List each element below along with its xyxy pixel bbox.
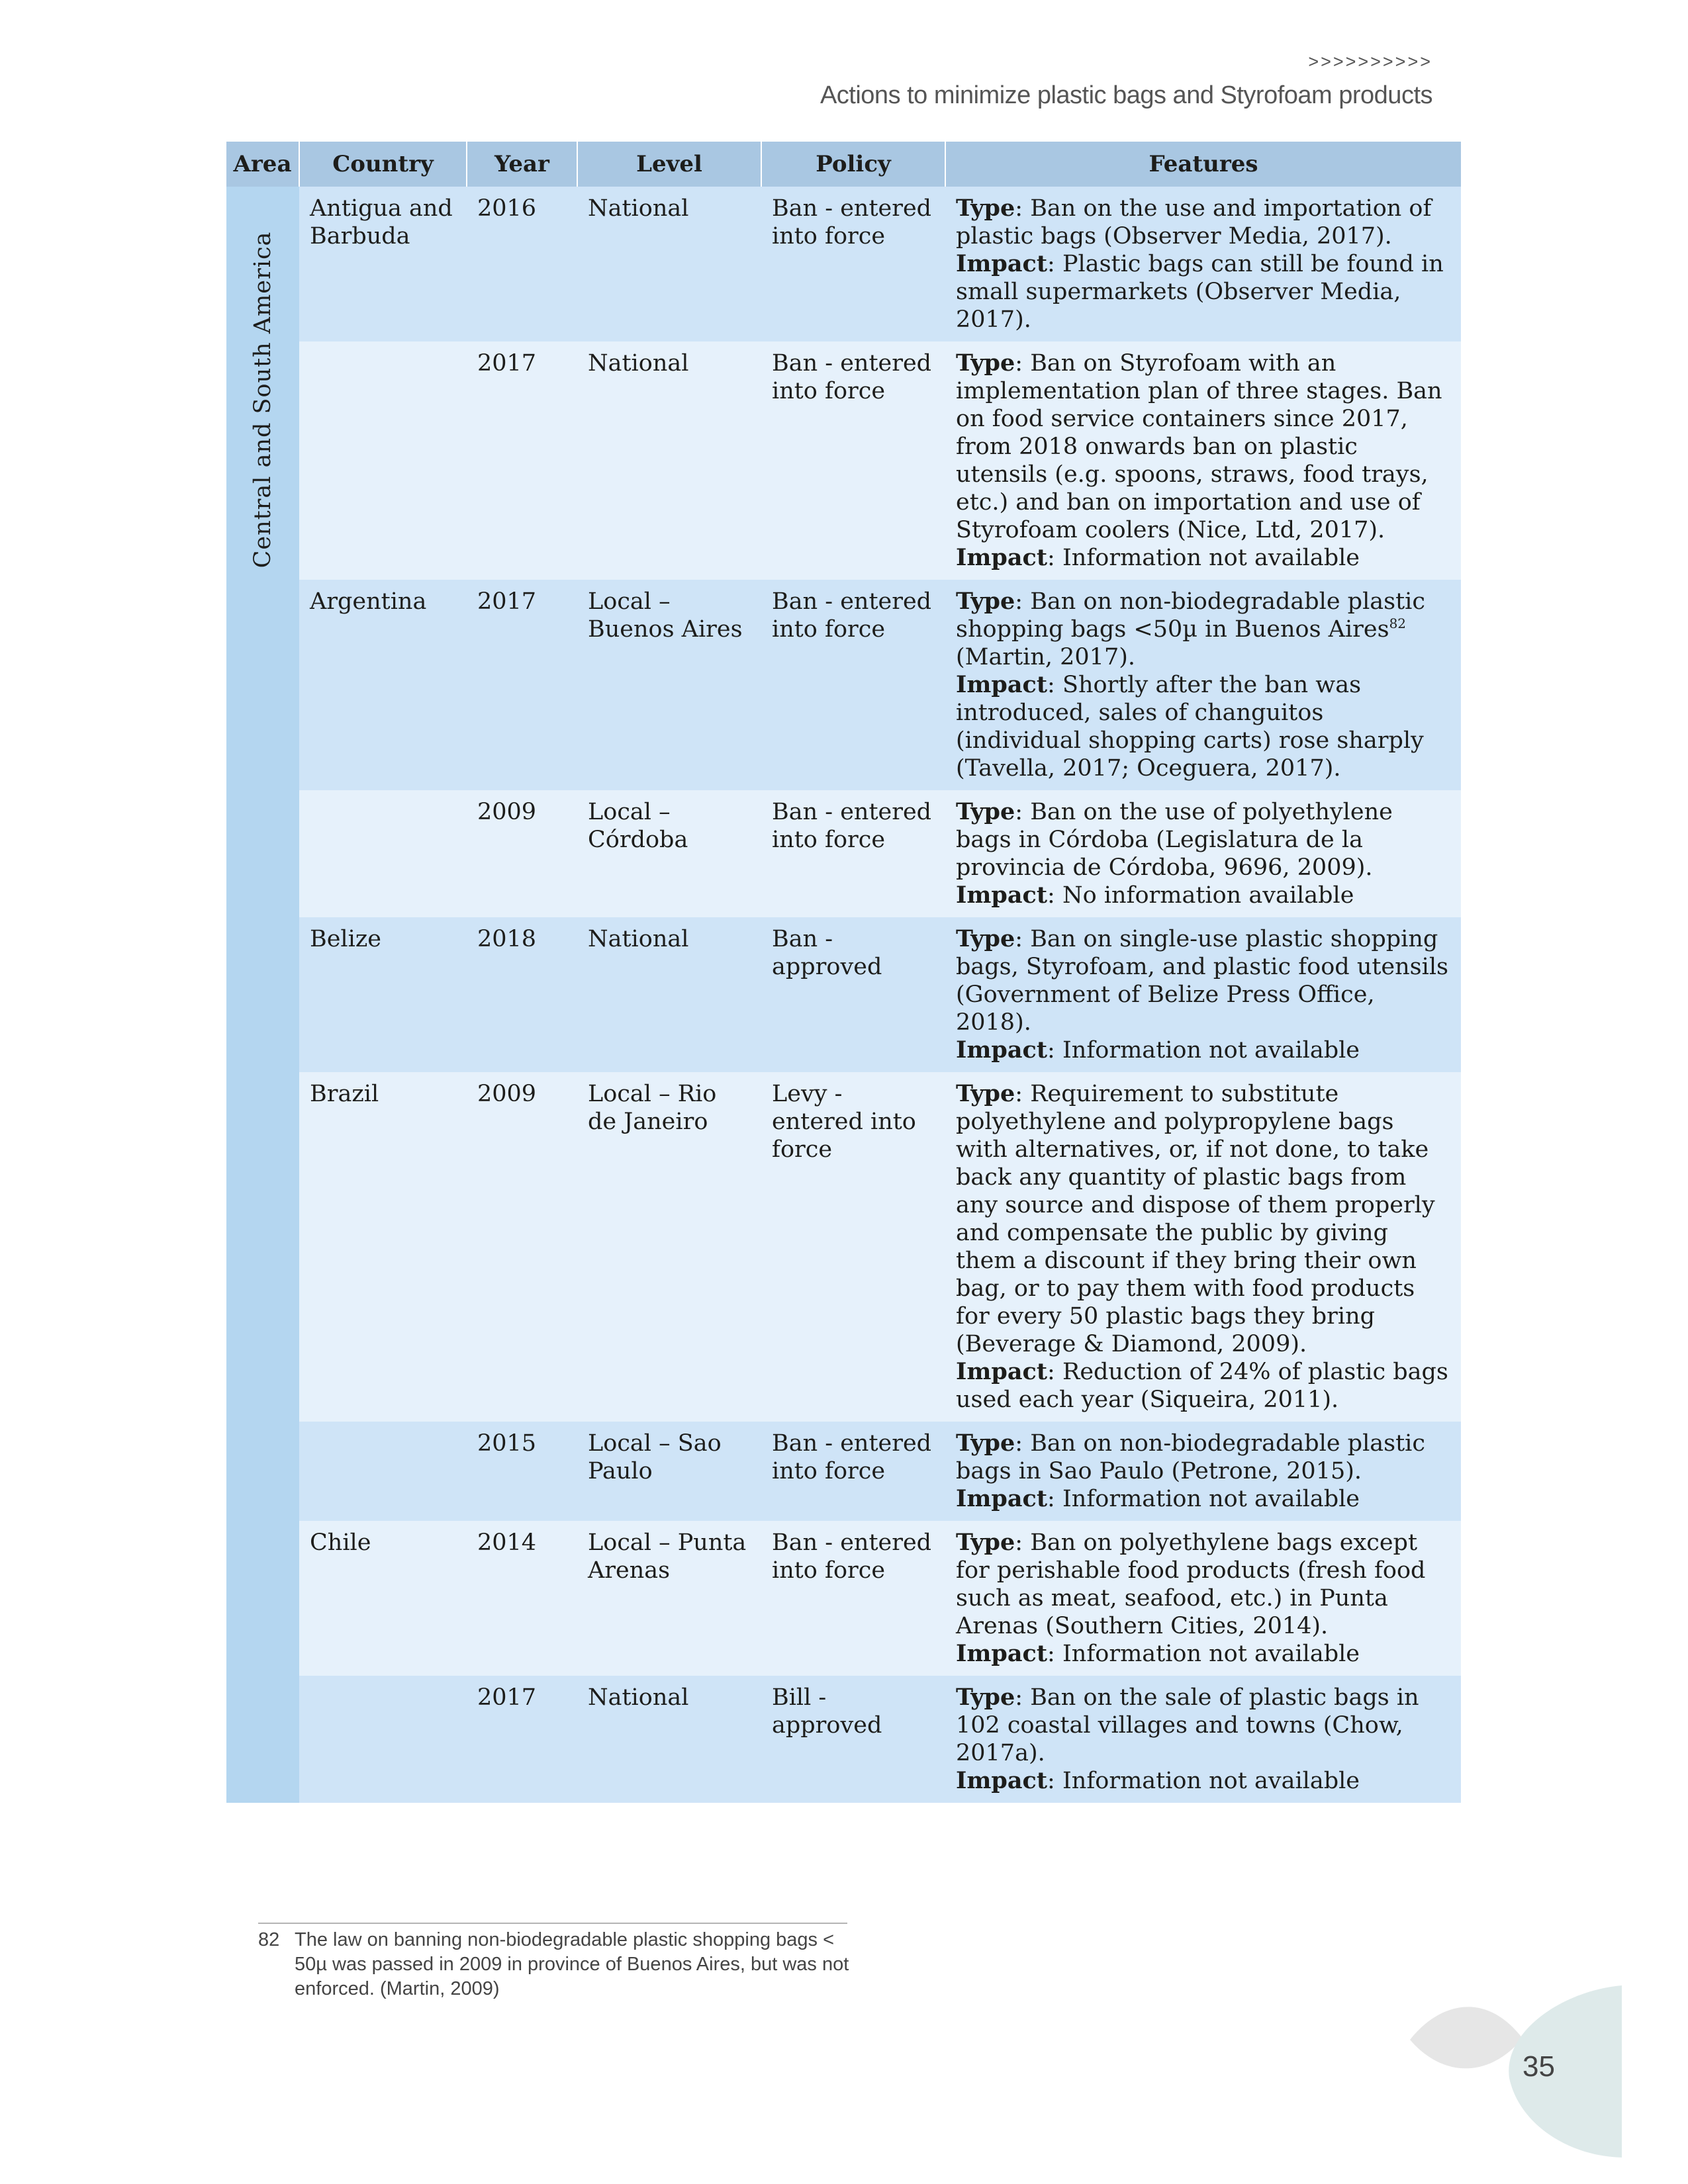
features-cell xyxy=(945,580,1461,790)
level-cell: Local – Buenos Aires xyxy=(577,580,761,790)
feature-type xyxy=(956,1684,1452,1767)
type-label: Type xyxy=(956,588,1015,615)
feature-type xyxy=(956,1080,1452,1358)
year-cell: 2009 xyxy=(467,790,577,917)
features-cell xyxy=(945,1676,1461,1803)
type-text: : Ban on non-biodegradable plastic shopping bags <50µ in Buenos Aires xyxy=(956,588,1425,643)
column-header-level: Level xyxy=(577,142,761,187)
page-number: 35 xyxy=(1523,2050,1555,2083)
feature-type xyxy=(956,1529,1452,1640)
level-cell: Local – Sao Paulo xyxy=(577,1422,761,1521)
column-header-policy: Policy xyxy=(761,142,945,187)
chevron-decoration: >>>>>>>>>> xyxy=(1308,52,1432,71)
level-cell: National xyxy=(577,187,761,341)
policy-cell: Ban - entered into force xyxy=(761,790,945,917)
footnote-reference[interactable]: 82 xyxy=(1389,615,1407,631)
impact-text: : Information not available xyxy=(1047,1641,1360,1667)
features-cell xyxy=(945,187,1461,341)
impact-text: : Reduction of 24% of plastic bags used each year (Siqueira, 2011). xyxy=(956,1359,1448,1413)
column-header-features: Features xyxy=(945,142,1461,187)
policy-cell: Ban - approved xyxy=(761,917,945,1072)
table-row xyxy=(226,187,1461,341)
type-label: Type xyxy=(956,798,1015,825)
feature-type xyxy=(956,1430,1452,1485)
features-cell xyxy=(945,790,1461,917)
features-cell xyxy=(945,917,1461,1072)
feature-impact xyxy=(956,1485,1452,1513)
type-label: Type xyxy=(956,1529,1015,1556)
level-cell: Local – Córdoba xyxy=(577,790,761,917)
impact-text: : Plastic bags can still be found in small supermarkets (Observer Media, 2017). xyxy=(956,251,1444,333)
table-row xyxy=(226,1676,1461,1803)
level-cell: Local – Punta Arenas xyxy=(577,1521,761,1676)
type-label: Type xyxy=(956,349,1015,377)
feature-type xyxy=(956,798,1452,882)
policy-table xyxy=(226,142,1461,1803)
features-cell xyxy=(945,341,1461,580)
impact-text: : No information available xyxy=(1047,882,1354,909)
table-row xyxy=(226,1521,1461,1676)
policy-cell: Ban - entered into force xyxy=(761,580,945,790)
impact-label: Impact xyxy=(956,671,1048,698)
impact-text: : Information not available xyxy=(1047,545,1360,571)
year-cell: 2017 xyxy=(467,1676,577,1803)
feature-impact xyxy=(956,1358,1452,1414)
country-cell xyxy=(299,790,467,917)
type-label: Type xyxy=(956,1430,1015,1457)
feature-type xyxy=(956,925,1452,1036)
policy-cell: Ban - entered into force xyxy=(761,187,945,341)
feature-impact xyxy=(956,882,1452,909)
impact-label: Impact xyxy=(956,1767,1048,1794)
year-cell: 2014 xyxy=(467,1521,577,1676)
type-text: : Ban on single-use plastic shopping bags, Styrofoam, and plastic food utensils (Government of Belize Press Office, 2018). xyxy=(956,926,1448,1036)
grey-leaf-shape xyxy=(1410,2007,1523,2068)
impact-label: Impact xyxy=(956,544,1048,571)
policy-cell: Ban - entered into force xyxy=(761,1422,945,1521)
year-cell: 2015 xyxy=(467,1422,577,1521)
table-row xyxy=(226,917,1461,1072)
type-text-continued: (Martin, 2017). xyxy=(956,644,1135,670)
policy-cell: Ban - entered into force xyxy=(761,1521,945,1676)
features-cell xyxy=(945,1072,1461,1422)
type-text: : Ban on non-biodegradable plastic bags in Sao Paulo (Petrone, 2015). xyxy=(956,1430,1425,1484)
table-row xyxy=(226,790,1461,917)
country-cell: Chile xyxy=(299,1521,467,1676)
policy-table-container xyxy=(226,142,1461,1803)
type-label: Type xyxy=(956,1080,1015,1107)
type-text: : Ban on the use and importation of plastic bags (Observer Media, 2017). xyxy=(956,195,1432,250)
level-cell: National xyxy=(577,917,761,1072)
impact-label: Impact xyxy=(956,250,1048,277)
page-header xyxy=(820,53,1432,112)
table-row xyxy=(226,1422,1461,1521)
table-row xyxy=(226,580,1461,790)
impact-text: : Shortly after the ban was introduced, sales of changuitos (individual shopping carts) rose sharply (Tavella, 2017; Oceguera, 2017). xyxy=(956,672,1424,782)
feature-type xyxy=(956,588,1452,671)
impact-text: : Information not available xyxy=(1047,1768,1360,1794)
feature-impact xyxy=(956,1036,1452,1064)
footnote xyxy=(258,1928,854,2001)
level-cell: Local – Rio de Janeiro xyxy=(577,1072,761,1422)
type-label: Type xyxy=(956,1684,1015,1711)
running-title: Actions to minimize plastic bags and Styrofoam products xyxy=(820,81,1432,109)
type-text: : Ban on the sale of plastic bags in 102 coastal villages and towns (Chow, 2017a). xyxy=(956,1684,1419,1766)
area-label: Central and South America xyxy=(250,231,276,569)
feature-impact xyxy=(956,671,1452,782)
feature-type xyxy=(956,195,1452,250)
country-cell: Belize xyxy=(299,917,467,1072)
impact-label: Impact xyxy=(956,1485,1048,1512)
year-cell: 2017 xyxy=(467,341,577,580)
impact-label: Impact xyxy=(956,1358,1048,1385)
country-cell xyxy=(299,341,467,580)
country-cell xyxy=(299,1422,467,1521)
country-cell xyxy=(299,1676,467,1803)
table-row xyxy=(226,1072,1461,1422)
impact-label: Impact xyxy=(956,882,1048,909)
policy-cell: Levy - entered into force xyxy=(761,1072,945,1422)
level-cell: National xyxy=(577,1676,761,1803)
area-label-box xyxy=(226,231,299,569)
features-cell xyxy=(945,1422,1461,1521)
feature-impact xyxy=(956,1640,1452,1668)
level-cell: National xyxy=(577,341,761,580)
feature-type xyxy=(956,349,1452,544)
type-label: Type xyxy=(956,925,1015,952)
country-cell: Antigua and Barbuda xyxy=(299,187,467,341)
year-cell: 2009 xyxy=(467,1072,577,1422)
year-cell: 2018 xyxy=(467,917,577,1072)
impact-label: Impact xyxy=(956,1036,1048,1064)
year-cell: 2016 xyxy=(467,187,577,341)
year-cell: 2017 xyxy=(467,580,577,790)
footnote-text: The law on banning non-biodegradable plastic shopping bags < 50µ was passed in 2009 in province of Buenos Aires, but was not enforced. (Martin, 2009) xyxy=(295,1929,849,1999)
table-row xyxy=(226,341,1461,580)
type-text: : Ban on polyethylene bags except for perishable food products (fresh food such as meat, seafood, etc.) in Punta Arenas (Southern Cities, 2014). xyxy=(956,1529,1426,1639)
column-header-country: Country xyxy=(299,142,467,187)
impact-text: : Information not available xyxy=(1047,1486,1360,1512)
policy-cell: Ban - entered into force xyxy=(761,341,945,580)
country-cell: Argentina xyxy=(299,580,467,790)
column-header-year: Year xyxy=(467,142,577,187)
impact-text: : Information not available xyxy=(1047,1037,1360,1064)
footnote-divider xyxy=(258,1923,847,1924)
table-header-row xyxy=(226,142,1461,187)
impact-label: Impact xyxy=(956,1640,1048,1667)
footnote-number: 82 xyxy=(258,1929,280,1950)
country-cell: Brazil xyxy=(299,1072,467,1422)
type-label: Type xyxy=(956,195,1015,222)
features-cell xyxy=(945,1521,1461,1676)
feature-impact xyxy=(956,1767,1452,1795)
feature-impact xyxy=(956,544,1452,572)
policy-cell: Bill - approved xyxy=(761,1676,945,1803)
type-text: : Requirement to substitute polyethylene and polypropylene bags with alternatives, or, if not done, to take back any quantity of plastic bags from any source and dispose of them properly and compensate the public by giving them a discount if they bring their own bag, or to pay them with food products for every 50 plastic bags they bring (Beverage & Diamond, 2009). xyxy=(956,1081,1435,1357)
area-cell xyxy=(226,187,299,1803)
feature-impact xyxy=(956,250,1452,334)
type-text: : Ban on Styrofoam with an implementation plan of three stages. Ban on food service containers since 2017, from 2018 onwards ban on plastic utensils (e.g. spoons, straws, food trays, etc.) and ban on importation and use of Styrofoam coolers (Nice, Ltd, 2017). xyxy=(956,350,1442,543)
column-header-area: Area xyxy=(226,142,299,187)
corner-leaf-decoration xyxy=(1410,1985,1622,2158)
type-text: : Ban on the use of polyethylene bags in Córdoba (Legislatura de la provincia de Córdoba, 9696, 2009). xyxy=(956,799,1393,881)
